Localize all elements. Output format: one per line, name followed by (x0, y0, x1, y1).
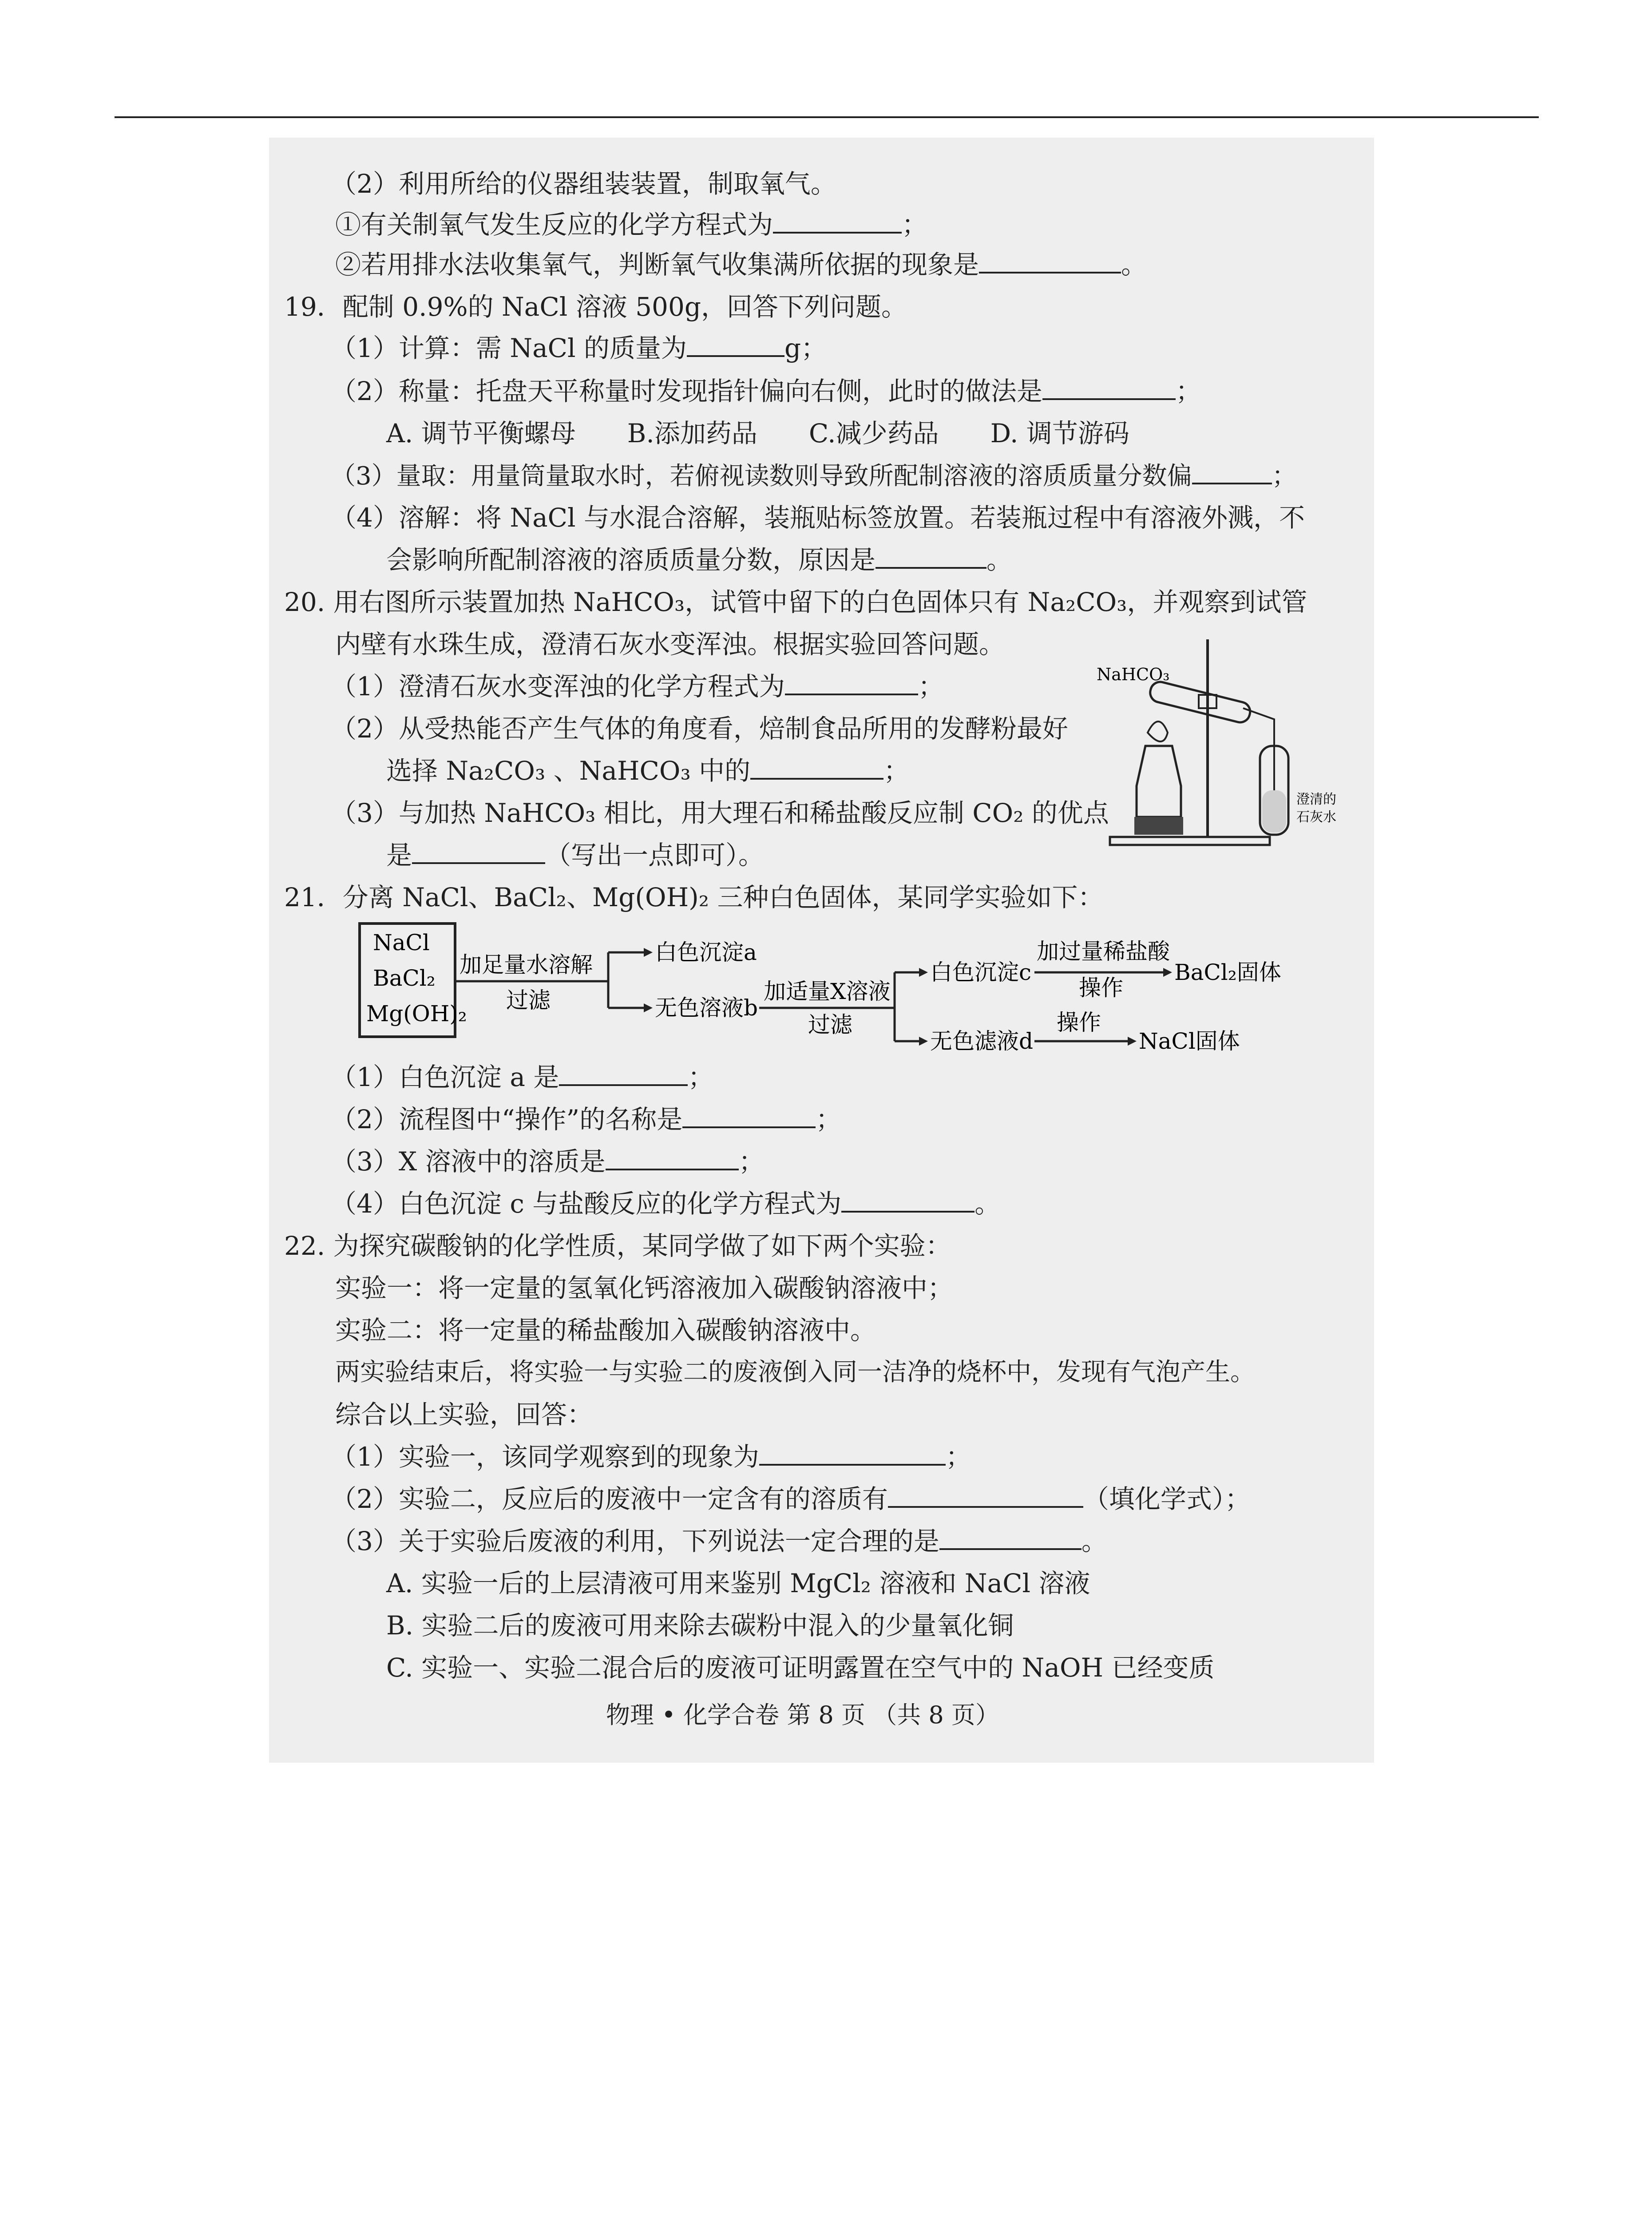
flow-step1-bottom: 过滤 (506, 987, 551, 1013)
q22-part3: （3）关于实验后废液的利用，下列说法一定合理的是 。 (331, 1526, 1107, 1556)
flow-result-bacl2: BaCl₂固体 (1174, 959, 1281, 985)
apparatus-water-label: 澄清的 (1296, 792, 1336, 807)
flow-step2-bottom: 过滤 (808, 1012, 852, 1038)
flow-out-b: 无色溶液b (655, 995, 758, 1021)
q19-options: A. 调节平衡螺母 B.添加药品 C.减少药品 D. 调节游码 (386, 418, 1129, 448)
answer-blank[interactable] (606, 1146, 739, 1170)
flow-out-c: 白色沉淀c (930, 959, 1032, 985)
q22-option-b: B. 实验二后的废液可用来除去碳粉中混入的少量氧化铜 (386, 1610, 1014, 1641)
answer-blank[interactable] (876, 544, 986, 569)
flow-step1-top: 加足量水溶解 (460, 952, 593, 978)
answer-blank[interactable] (939, 1525, 1082, 1550)
header-rule (115, 116, 1539, 118)
flow-step4-top: 操作 (1057, 1010, 1101, 1035)
q20-part2-cont: 选择 Na₂CO₃ 、NaHCO₃ 中的 ； (386, 756, 910, 786)
answer-blank[interactable] (1192, 460, 1272, 484)
answer-blank[interactable] (888, 1483, 1083, 1508)
q22-option-a: A. 实验一后的上层清液可用来鉴别 MgCl₂ 溶液和 NaCl 溶液 (386, 1568, 1090, 1598)
separation-flowchart (355, 919, 1332, 1057)
answer-blank[interactable] (1042, 375, 1176, 400)
answer-blank[interactable] (841, 1188, 975, 1213)
q20-part3-cont: 是 （写出一点即可）。 (386, 840, 765, 870)
q22-title: 22. 为探究碳酸钠的化学性质，某同学做了如下两个实验： (284, 1231, 951, 1261)
q18-part2: （2）利用所给的仪器组装装置，制取氧气。 (331, 169, 836, 199)
heating-apparatus-figure (1097, 630, 1372, 852)
q21-part1: （1）白色沉淀 a 是 ； (331, 1062, 714, 1092)
q21-part3: （3）X 溶液中的溶质是 ； (331, 1146, 765, 1177)
answer-blank[interactable] (687, 332, 784, 357)
flow-out-d: 无色滤液d (930, 1028, 1034, 1054)
q22-exp1: 实验一：将一定量的氢氧化钙溶液加入碳酸钠溶液中； (335, 1273, 954, 1303)
q19-part1: （1）计算：需 NaCl 的质量为 g； (331, 333, 827, 363)
q18-sub1: ①有关制氧气发生反应的化学方程式为 ； (335, 210, 928, 240)
answer-blank[interactable] (750, 755, 883, 780)
q18-sub2: ②若用排水法收集氧气，判断氧气收集满所依据的现象是 。 (335, 250, 1147, 280)
q21-part4: （4）白色沉淀 c 与盐酸反应的化学方程式为 。 (331, 1189, 1001, 1219)
answer-blank[interactable] (682, 1103, 816, 1128)
flow-result-nacl: NaCl固体 (1139, 1028, 1240, 1054)
answer-blank[interactable] (979, 249, 1121, 274)
answer-blank[interactable] (412, 839, 545, 864)
apparatus-tube-label: NaHCO₃ (1097, 665, 1170, 684)
q22-observation: 两实验结束后，将实验一与实验二的废液倒入同一洁净的烧杯中，发现有气泡产生。 (335, 1358, 1255, 1387)
q22-part1: （1）实验一，该同学观察到的现象为 ； (331, 1442, 971, 1472)
flow-box-mgoh2: Mg(OH)₂ (366, 1001, 467, 1027)
flow-step3-bottom: 操作 (1079, 975, 1123, 1001)
q19-part4-cont: 会影响所配制溶液的溶质质量分数，原因是 。 (386, 545, 1013, 575)
q19-part2: （2）称量：托盘天平称量时发现指针偏向右侧，此时的做法是 ； (331, 376, 1201, 406)
q22-prompt: 综合以上实验，回答： (335, 1399, 593, 1430)
flow-step2-top: 加适量X溶液 (764, 979, 891, 1004)
q22-exp2: 实验二：将一定量的稀盐酸加入碳酸钠溶液中。 (335, 1315, 876, 1345)
q19-part3: （3）量取：用量筒量取水时，若俯视读数则导致所配制溶液的溶质质量分数偏 ； (331, 460, 1297, 492)
q20-title-cont: 内壁有水珠生成，澄清石灰水变浑浊。根据实验回答问题。 (335, 629, 1005, 659)
q19-part4: （4）溶解：将 NaCl 与水混合溶解，装瓶贴标签放置。若装瓶过程中有溶液外溅，不 (331, 503, 1305, 533)
q20-title: 20. 用右图所示装置加热 NaHCO₃，试管中留下的白色固体只有 Na₂CO₃，并观察到试管 (284, 587, 1307, 617)
q22-part2: （2）实验二，反应后的废液中一定含有的溶质有 （填化学式）； (331, 1484, 1251, 1514)
q20-part2: （2）从受热能否产生气体的角度看，焙制食品所用的发酵粉最好 (331, 714, 1068, 744)
flow-box-bacl2: BaCl₂ (373, 965, 436, 991)
answer-blank[interactable] (773, 209, 902, 234)
q21-title: 21．分离 NaCl、BaCl₂、Mg(OH)₂ 三种白色固体，某同学实验如下： (284, 882, 1104, 912)
flow-step3-top: 加过量稀盐酸 (1037, 939, 1170, 964)
q22-option-c: C. 实验一、实验二混合后的废液可证明露置在空气中的 NaOH 已经变质 (386, 1653, 1215, 1683)
q20-part1: （1）澄清石灰水变浑浊的化学方程式为 ； (331, 671, 944, 702)
q20-part3: （3）与加热 NaHCO₃ 相比，用大理石和稀盐酸反应制 CO₂ 的优点 (331, 798, 1109, 828)
apparatus-water-label-2: 石灰水 (1296, 809, 1336, 825)
answer-blank[interactable] (559, 1061, 688, 1086)
q21-part2: （2）流程图中“操作”的名称是 ； (331, 1104, 842, 1134)
answer-blank[interactable] (785, 670, 918, 695)
q19-title: 19．配制 0.9%的 NaCl 溶液 500g，回答下列问题。 (284, 292, 907, 322)
flow-out-a: 白色沉淀a (655, 940, 757, 965)
answer-blank[interactable] (759, 1441, 946, 1466)
flow-box-nacl: NaCl (373, 930, 430, 955)
exam-footer: 物理 • 化学合卷 第 8 页 （共 8 页） (606, 1701, 999, 1729)
